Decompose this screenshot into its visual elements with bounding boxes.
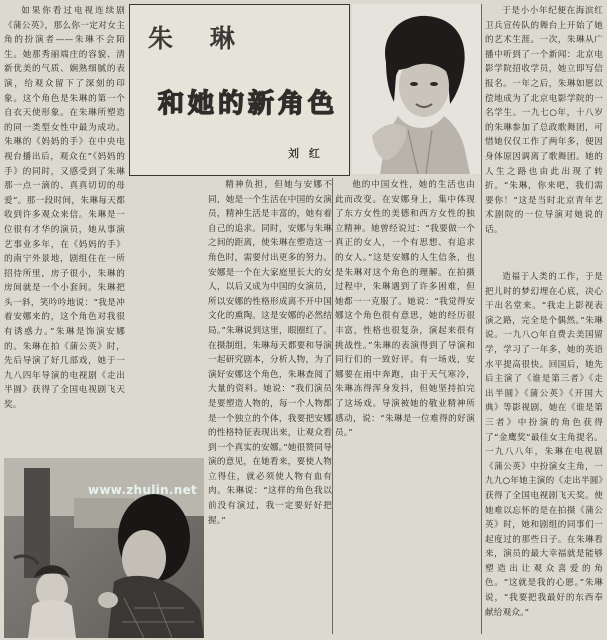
headline-subtitle: 和她的新角色: [158, 89, 339, 119]
byline: 刘 红: [288, 147, 323, 160]
headline-title: 朱 琳: [148, 24, 249, 53]
portrait-image: [352, 4, 482, 174]
column-divider: [332, 178, 333, 634]
column-text: 如果你看过电视连续剧《蒲公英》，那么你一定对女主角的扮演者——朱琳不会陌生。她那秀丽端庄的容貌、清新优美的气质、娴熟细腻的表演，给观众留下了深刻的印象。这个角色是朱琳的第一个自衣天使形象。在朱琳所塑造的同一类型女性中最为成功。朱琳的《妈妈的手》在中央电视台播出后，观众在“《妈妈的手》的同时，又感受到了朱琳那一点一滴的、真真切切的母爱”。那一段时间，朱琳每天都收到许多观众来信。朱琳是一位很有才华的演员，她从事演艺事业多年，在《妈妈的手》的南宁外景地，剧组住在一所招待所里，房子很小，朱琳的房间就是一个小套间。朱琳把头一斜，笑吟吟地说：“我是冲着安娜来的，这个角色对我很有诱惑力。”朱琳是饰演安娜的。朱琳在拍《蒲公英》时，先后导演了好几部戏，她于一九八四年导演的电视剧《走出半圆》获得了全国电视剧飞天奖。: [4, 6, 125, 411]
article-column-left: [4, 4, 125, 454]
portrait-photo: [352, 4, 482, 174]
article-column-right-bottom: [485, 270, 603, 638]
article-column-middle-1: [208, 178, 332, 628]
column-text: 精神负担，但她与安娜不同，她是一个生活在中国的女演员，精神生活是丰富的，她有着自己的追求。同时，安娜与朱琳之间的距离，使朱琳在塑造这一角色时，需要付出更多的努力。安娜是一个在大家庭里长大的女人，以后又成为中国的女演员，所以安娜的性格形成离不开中国文化的熏陶。这是安娜的必然结局。”朱琳说到这里，眼圈红了。 在摄制组，朱琳每天都要和导演一起研究剧本，分析人物，为了演好安娜这个角色，朱琳查阅了大量的资料。她说：“我们演员是要塑造人物的，每一个人物都是一个独立的个体，我要把安娜的性格特征表现出来，让观众看到一个真实的安娜。”她很赞同导演的意见，在她看来，要使人物立得住，就必须使人物有血有肉。朱琳说：“这样的角色我以前没有演过，我一定要好好把握。”: [208, 180, 332, 526]
column-text: 造福于人类的工作，于是把儿时的梦幻埋在心底，决心干出名堂来。“我走上影视表演之路，完全是个偶然。”朱琳说。一九八○年自费去美国留学，学习了一年多，她的英语水平提高很快。回国后，她先后主演了《谁是第三者》《走出半圆》《蒲公英》《开国大典》等影视剧，她在《谁是第三者》中扮演的角色获得了“金鹰奖”最佳女主角提名。一九八八年，朱琳在电视剧《蒲公英》中扮演女主角，一九九○年她主演的《走出半圆》获得了全国电视剧飞天奖。使她难以忘怀的是在拍摄《蒲公英》时，她和剧组的同事们一起度过的那些日子。在朱琳看来，演员的最大幸福就是能够塑造出让观众喜爱的角色。“这就是我的心愿。”朱琳说，“我要把我最好的东西奉献给观众。”: [485, 272, 603, 618]
watermark-text: www.zhulin.net: [88, 483, 198, 497]
article-column-right-top: [485, 4, 603, 266]
headline-box: [129, 4, 350, 176]
column-divider: [481, 4, 482, 634]
article-column-middle-2: [335, 178, 475, 628]
column-text: 于是小小年纪便在海滨红卫兵宣传队的舞台上开始了她的艺术生涯。一次，朱琳从广播中听到了一个新闻：北京电影学院招收学员，她立即写信报名。一年之后，朱琳如愿以偿地成为了北京电影学院的一名学生。一九七○年，十八岁的朱琳参加了总政歌舞团，可惜她仅仅工作了两年多，便因身体原因调离了歌舞团。她的人生之路也由此出现了转折。“朱琳，你来吧，我们需要你！”这是当时北京青年艺术剧院的一位导演对她说的话。: [485, 6, 603, 235]
column-text: 他的中国女性，她的生活也由此而改变。在安娜身上，集中体现了东方女性的美德和西方女性的独立精神。她曾经说过：“我要做一个真正的女人，一个有思想、有追求的女人。”这是安娜的人生信条，也是朱琳对这个角色的理解。在拍摄过程中，朱琳遇到了许多困难，但她都一一克服了。她说：“我觉得安娜这个角色很有意思，她的经历很丰富，性格也很复杂，演起来很有挑战性。”朱琳的表演得到了导演和同行们的一致好评。有一场戏，安娜要在雨中奔跑，由于天气寒冷，朱琳冻得浑身发抖，但她坚持拍完了这场戏。导演被她的敬业精神所感动，说：“朱琳是一位难得的好演员。”: [335, 180, 475, 439]
